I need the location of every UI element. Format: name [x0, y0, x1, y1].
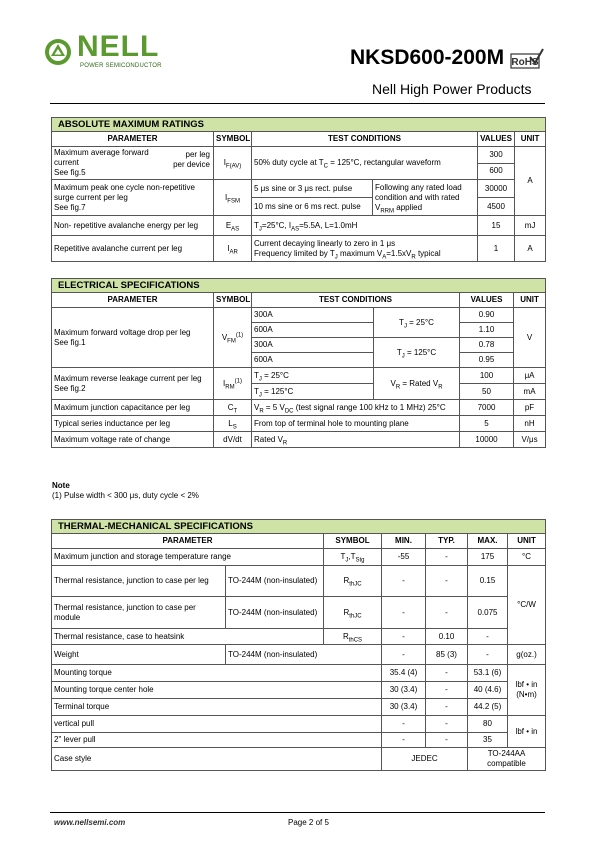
package: TO-244M (non-insulated)	[226, 597, 324, 629]
value: 300	[478, 147, 515, 164]
unit-torque: lbf • in (N•m)	[508, 665, 546, 716]
jedec: JEDEC	[382, 748, 468, 771]
min: -	[382, 597, 426, 629]
section-title: ABSOLUTE MAXIMUM RATINGS	[52, 118, 546, 132]
min: -	[382, 566, 426, 597]
section-title: ELECTRICAL SPECIFICATIONS	[52, 279, 546, 293]
symbol-tj-tstg: $T_J,T_{Stg}$	[324, 549, 382, 566]
symbol-rthjc: $R_{thJC}$	[324, 566, 382, 597]
col-parameter: PARAMETER	[52, 534, 324, 549]
cond-dvdt: Rated $V_R$	[252, 432, 460, 448]
value: 5	[460, 416, 514, 432]
tagline: Nell High Power Products	[372, 81, 532, 97]
cond-tj25: $T_J = 25^\circ C$	[374, 308, 460, 338]
package: TO-244M (non-insulated)	[226, 566, 324, 597]
min: 35.4 (4)	[382, 665, 426, 682]
col-values: VALUES	[478, 132, 515, 147]
value: 50	[460, 384, 514, 400]
param-lever-pull: 2" lever pull	[52, 733, 382, 748]
col-unit: UNIT	[508, 534, 546, 549]
cond-5us: 5 μs sine or 3 μs rect. pulse	[252, 180, 373, 198]
max: 44.2 (5)	[468, 699, 508, 716]
note-text: (1) Pulse width < 300 μs, duty cycle < 2%	[52, 491, 199, 500]
unit-pull: lbf • in	[508, 716, 546, 748]
brand-name: NELL	[77, 30, 160, 63]
logo-icon	[44, 38, 72, 66]
cond-10ms: 10 ms sine or 6 ms rect. pulse	[252, 198, 373, 216]
param-avalanche-energy: Non- repetitive avalanche energy per leg	[52, 216, 214, 236]
package: TO-244M (non-insulated)	[226, 645, 382, 665]
footer-url[interactable]: www.nellsemi.com	[54, 818, 126, 827]
param-forward-voltage: Maximum forward voltage drop per leg See fig.1	[52, 308, 214, 368]
param-rthcs: Thermal resistance, case to heatsink	[52, 629, 324, 645]
typ: -	[426, 716, 468, 733]
symbol-iar: $I_{AR}$	[214, 236, 252, 262]
col-values: VALUES	[460, 293, 514, 308]
col-parameter: PARAMETER	[52, 293, 214, 308]
param-temp-range: Maximum junction and storage temperature range	[52, 549, 324, 566]
unit: nH	[514, 416, 546, 432]
param-rthjc-leg: Thermal resistance, junction to case per leg	[52, 566, 226, 597]
col-unit: UNIT	[514, 293, 546, 308]
header-divider	[50, 103, 545, 104]
unit: A	[515, 236, 546, 262]
symbol-dvdt: dV/dt	[214, 432, 252, 448]
part-number: NKSD600-200M	[350, 46, 505, 69]
typ: 85 (3)	[426, 645, 468, 665]
unit: mA	[514, 384, 546, 400]
max: 0.075	[468, 597, 508, 629]
param-vertical-pull: vertical pull	[52, 716, 382, 733]
col-symbol: SYMBOL	[214, 293, 252, 308]
max: 0.15	[468, 566, 508, 597]
col-test-conditions: TEST CONDITIONS	[252, 293, 460, 308]
max: -	[468, 629, 508, 645]
min: -	[382, 645, 426, 665]
max: 53.1 (6)	[468, 665, 508, 682]
unit: mJ	[515, 216, 546, 236]
value: 100	[460, 368, 514, 384]
symbol-ls: $L_S$	[214, 416, 252, 432]
value: 4500	[478, 198, 515, 216]
page-number: Page 2 of 5	[288, 818, 329, 827]
cond-eas: $T_J=25^\circ C$, $I_{AS}=5.5A$, L=1.0mH	[252, 216, 478, 236]
cond: 300A	[252, 308, 374, 323]
col-symbol: SYMBOL	[214, 132, 252, 147]
value: 0.95	[460, 353, 514, 368]
absolute-max-ratings-table	[51, 117, 546, 262]
col-min: MIN.	[382, 534, 426, 549]
cond-following-load: Following any rated load condition and with rated $V_{RRM}$ applied	[373, 180, 478, 216]
col-parameter: PARAMETER	[52, 132, 214, 147]
param-mounting-torque: Mounting torque	[52, 665, 382, 682]
unit-a: A	[515, 147, 546, 216]
param-terminal-torque: Terminal torque	[52, 699, 382, 716]
col-test-conditions: TEST CONDITIONS	[252, 132, 478, 147]
param-rthjc-module: Thermal resistance, junction to case per module	[52, 597, 226, 629]
unit: V/μs	[514, 432, 546, 448]
cond: 300A	[252, 338, 374, 353]
symbol-ifav: $I_{F(AV)}$	[214, 147, 252, 180]
case-style: TO-244AA compatible	[468, 748, 546, 771]
typ: -	[426, 566, 468, 597]
symbol-rthcs: $R_{thCS}$	[324, 629, 382, 645]
param-weight: Weight	[52, 645, 226, 665]
cond-iar: Current decaying linearly to zero in 1 μs Frequency limited by $T_J$ maximum $V_A=1.5xV_R$ typical	[252, 236, 478, 262]
section-title: THERMAL-MECHANICAL SPECIFICATIONS	[52, 520, 546, 534]
unit: °C	[508, 549, 546, 566]
unit-cw: °C/W	[508, 566, 546, 645]
value: 10000	[460, 432, 514, 448]
unit-v: V	[514, 308, 546, 368]
electrical-specs-table	[51, 278, 546, 448]
min: -	[382, 716, 426, 733]
unit: μA	[514, 368, 546, 384]
param-junction-capacitance: Maximum junction capacitance per leg	[52, 400, 214, 416]
typ: -	[426, 682, 468, 699]
param-reverse-leakage: Maximum reverse leakage current per leg See fig.2	[52, 368, 214, 400]
unit: g(oz.)	[508, 645, 546, 665]
min: 30 (3.4)	[382, 682, 426, 699]
min: -	[382, 629, 426, 645]
cond-ls: From top of terminal hole to mounting plane	[252, 416, 460, 432]
cond-vr-rated: $V_R$ = Rated $V_R$	[374, 368, 460, 400]
cond-tj125: $T_J = 125^\circ C$	[374, 338, 460, 368]
brand-subtitle: POWER SEMICONDUCTOR	[80, 63, 162, 69]
symbol-vfm: $V_{FM}^{(1)}$	[214, 308, 252, 368]
value: 600	[478, 163, 515, 180]
max: 40 (4.6)	[468, 682, 508, 699]
note-title: Note	[52, 481, 70, 490]
cond: 600A	[252, 353, 374, 368]
min: 30 (3.4)	[382, 699, 426, 716]
value: 0.78	[460, 338, 514, 353]
col-unit: UNIT	[515, 132, 546, 147]
value: 1	[478, 236, 515, 262]
param-avalanche-current: Repetitive avalanche current per leg	[52, 236, 214, 262]
cond-ifav: 50% duty cycle at $T_C = 125^\circ C$, rectangular waveform	[252, 147, 478, 180]
thermal-mechanical-table	[51, 519, 546, 771]
max: 175	[468, 549, 508, 566]
max: 80	[468, 716, 508, 733]
cond: 600A	[252, 323, 374, 338]
col-typ: TYP.	[426, 534, 468, 549]
col-symbol: SYMBOL	[324, 534, 382, 549]
cond-tj25: $T_J = 25^\circ C$	[252, 368, 374, 384]
symbol-ifsm: $I_{FSM}$	[214, 180, 252, 216]
typ: 0.10	[426, 629, 468, 645]
max: 35	[468, 733, 508, 748]
typ: -	[426, 699, 468, 716]
typ: -	[426, 597, 468, 629]
rohs-text: RoHS	[511, 57, 539, 68]
symbol-eas: $E_{AS}$	[214, 216, 252, 236]
symbol-irm: $I_{RM}^{(1)}$	[214, 368, 252, 400]
param-avg-forward-current: Maximum average forward current See fig.5 per leg per device	[52, 147, 214, 180]
symbol-rthjc: $R_{thJC}$	[324, 597, 382, 629]
rohs-badge-icon	[510, 48, 544, 70]
footer-divider	[50, 812, 545, 813]
col-max: MAX.	[468, 534, 508, 549]
value: 1.10	[460, 323, 514, 338]
cond-tj125: $T_J = 125^\circ C$	[252, 384, 374, 400]
param-surge-current: Maximum peak one cycle non-repetitive surge current per leg See fig.7	[52, 180, 214, 216]
typ: -	[426, 733, 468, 748]
value: 15	[478, 216, 515, 236]
value: 0.90	[460, 308, 514, 323]
symbol-ct: $C_T$	[214, 400, 252, 416]
param-series-inductance: Typical series inductance per leg	[52, 416, 214, 432]
min: -	[382, 733, 426, 748]
param-mounting-torque-center: Mounting torque center hole	[52, 682, 382, 699]
min: -55	[382, 549, 426, 566]
unit: pF	[514, 400, 546, 416]
param-voltage-rate: Maximum voltage rate of change	[52, 432, 214, 448]
max: -	[468, 645, 508, 665]
value: 7000	[460, 400, 514, 416]
param-case-style: Case style	[52, 748, 382, 771]
typ: -	[426, 549, 468, 566]
cond-ct: $V_R = 5$ $V_{DC}$ (test signal range 100 kHz to 1 MHz) 25°C	[252, 400, 460, 416]
value: 30000	[478, 180, 515, 198]
typ: -	[426, 665, 468, 682]
